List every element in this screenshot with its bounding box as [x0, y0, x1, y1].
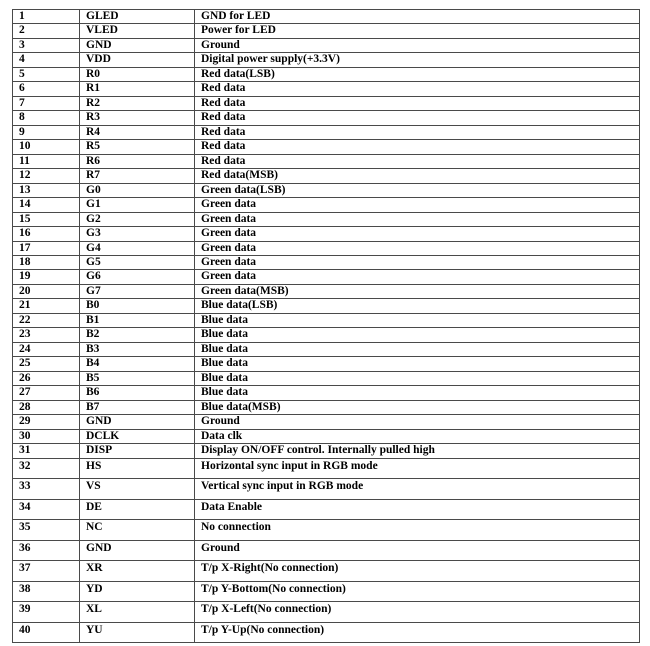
pin-symbol: G6 — [80, 270, 195, 284]
table-row — [13, 284, 640, 298]
pin-number: 23 — [13, 328, 80, 342]
pin-function: Display ON/OFF control. Internally pulled high — [195, 444, 640, 458]
pin-symbol: B2 — [80, 328, 195, 342]
pin-number: 28 — [13, 400, 80, 414]
pin-number: 35 — [13, 520, 80, 541]
pin-number: 19 — [13, 270, 80, 284]
pin-symbol: DISP — [80, 444, 195, 458]
pin-function: Ground — [195, 540, 640, 561]
pin-symbol: R3 — [80, 111, 195, 125]
pin-symbol: VDD — [80, 53, 195, 67]
pin-number: 15 — [13, 212, 80, 226]
table-row — [13, 342, 640, 356]
pin-number: 34 — [13, 499, 80, 520]
pin-function: Power for LED — [195, 24, 640, 38]
table-row — [13, 444, 640, 458]
pin-symbol: VS — [80, 479, 195, 500]
pin-function: Green data(LSB) — [195, 183, 640, 197]
pin-symbol: R5 — [80, 140, 195, 154]
table-row — [13, 53, 640, 67]
pin-function: Red data — [195, 140, 640, 154]
pin-function: Green data — [195, 212, 640, 226]
pin-function: Blue data — [195, 342, 640, 356]
table-row — [13, 520, 640, 541]
pin-number: 14 — [13, 198, 80, 212]
pin-function: Ground — [195, 38, 640, 52]
pin-symbol: GND — [80, 415, 195, 429]
pin-table-body — [13, 10, 640, 643]
pin-function: Data clk — [195, 429, 640, 443]
table-row — [13, 125, 640, 139]
pin-symbol: B4 — [80, 357, 195, 371]
table-row — [13, 241, 640, 255]
pin-function: Red data — [195, 125, 640, 139]
pin-number: 22 — [13, 313, 80, 327]
table-row — [13, 602, 640, 623]
pin-function: Green data — [195, 198, 640, 212]
pin-number: 7 — [13, 96, 80, 110]
pin-number: 9 — [13, 125, 80, 139]
pin-function: Green data — [195, 255, 640, 269]
table-row — [13, 386, 640, 400]
table-row — [13, 212, 640, 226]
pin-number: 31 — [13, 444, 80, 458]
pin-function: Red data — [195, 82, 640, 96]
table-row — [13, 67, 640, 81]
pin-function: T/p X-Right(No connection) — [195, 561, 640, 582]
pin-function: Green data(MSB) — [195, 284, 640, 298]
pin-function: Red data — [195, 111, 640, 125]
pin-function: No connection — [195, 520, 640, 541]
pin-symbol: R6 — [80, 154, 195, 168]
pin-symbol: XL — [80, 602, 195, 623]
table-row — [13, 111, 640, 125]
pin-symbol: B0 — [80, 299, 195, 313]
pin-function: Data Enable — [195, 499, 640, 520]
table-row — [13, 299, 640, 313]
pin-function: Green data — [195, 227, 640, 241]
pin-number: 30 — [13, 429, 80, 443]
pin-function: Blue data — [195, 386, 640, 400]
table-row — [13, 270, 640, 284]
pin-function: Blue data — [195, 328, 640, 342]
pin-function: Red data — [195, 154, 640, 168]
table-row — [13, 10, 640, 24]
pin-number: 38 — [13, 581, 80, 602]
pin-function: Green data — [195, 270, 640, 284]
table-row — [13, 96, 640, 110]
pin-symbol: B5 — [80, 371, 195, 385]
pin-number: 39 — [13, 602, 80, 623]
pin-number: 10 — [13, 140, 80, 154]
table-row — [13, 540, 640, 561]
table-row — [13, 458, 640, 479]
table-row — [13, 183, 640, 197]
table-row — [13, 154, 640, 168]
pin-function: Horizontal sync input in RGB mode — [195, 458, 640, 479]
pin-function: Green data — [195, 241, 640, 255]
pin-symbol: YU — [80, 622, 195, 643]
pin-number: 17 — [13, 241, 80, 255]
table-row — [13, 227, 640, 241]
pin-number: 33 — [13, 479, 80, 500]
table-row — [13, 561, 640, 582]
table-row — [13, 429, 640, 443]
pin-number: 12 — [13, 169, 80, 183]
pin-symbol: G0 — [80, 183, 195, 197]
table-row — [13, 357, 640, 371]
pin-symbol: VLED — [80, 24, 195, 38]
pin-function: Digital power supply(+3.3V) — [195, 53, 640, 67]
pin-number: 21 — [13, 299, 80, 313]
pin-number: 40 — [13, 622, 80, 643]
table-row — [13, 400, 640, 414]
pin-assignment-table — [12, 9, 640, 643]
pin-symbol: DE — [80, 499, 195, 520]
pin-symbol: NC — [80, 520, 195, 541]
table-row — [13, 328, 640, 342]
pin-function: Blue data(LSB) — [195, 299, 640, 313]
table-row — [13, 415, 640, 429]
pin-function: Blue data — [195, 357, 640, 371]
pin-symbol: R0 — [80, 67, 195, 81]
pin-number: 3 — [13, 38, 80, 52]
table-row — [13, 371, 640, 385]
pin-symbol: DCLK — [80, 429, 195, 443]
pin-symbol: G4 — [80, 241, 195, 255]
pin-function: Ground — [195, 415, 640, 429]
pin-number: 24 — [13, 342, 80, 356]
pin-number: 16 — [13, 227, 80, 241]
pin-function: Blue data — [195, 313, 640, 327]
pin-function: Vertical sync input in RGB mode — [195, 479, 640, 500]
pin-symbol: R4 — [80, 125, 195, 139]
pin-number: 2 — [13, 24, 80, 38]
table-row — [13, 198, 640, 212]
pin-number: 4 — [13, 53, 80, 67]
pin-symbol: R7 — [80, 169, 195, 183]
table-row — [13, 479, 640, 500]
table-row — [13, 140, 640, 154]
pin-symbol: G1 — [80, 198, 195, 212]
pin-function: Red data(MSB) — [195, 169, 640, 183]
pin-number: 5 — [13, 67, 80, 81]
table-row — [13, 622, 640, 643]
pin-number: 6 — [13, 82, 80, 96]
pin-number: 37 — [13, 561, 80, 582]
pin-number: 32 — [13, 458, 80, 479]
pin-number: 13 — [13, 183, 80, 197]
table-row — [13, 169, 640, 183]
pin-function: Red data — [195, 96, 640, 110]
table-row — [13, 24, 640, 38]
pin-number: 25 — [13, 357, 80, 371]
pin-symbol: GLED — [80, 10, 195, 24]
table-row — [13, 581, 640, 602]
pin-number: 26 — [13, 371, 80, 385]
pin-function: T/p Y-Up(No connection) — [195, 622, 640, 643]
table-row — [13, 255, 640, 269]
pin-symbol: G5 — [80, 255, 195, 269]
table-row — [13, 82, 640, 96]
pin-function: Red data(LSB) — [195, 67, 640, 81]
pin-number: 11 — [13, 154, 80, 168]
pin-number: 18 — [13, 255, 80, 269]
table-row — [13, 499, 640, 520]
pin-symbol: G3 — [80, 227, 195, 241]
pin-number: 20 — [13, 284, 80, 298]
table-row — [13, 313, 640, 327]
pin-number: 8 — [13, 111, 80, 125]
pin-symbol: R1 — [80, 82, 195, 96]
pin-number: 27 — [13, 386, 80, 400]
pin-symbol: B7 — [80, 400, 195, 414]
pin-number: 1 — [13, 10, 80, 24]
pin-symbol: HS — [80, 458, 195, 479]
pin-symbol: GND — [80, 38, 195, 52]
pin-symbol: B1 — [80, 313, 195, 327]
pin-symbol: GND — [80, 540, 195, 561]
pin-number: 29 — [13, 415, 80, 429]
pin-symbol: YD — [80, 581, 195, 602]
pin-symbol: G2 — [80, 212, 195, 226]
pin-function: Blue data — [195, 371, 640, 385]
table-row — [13, 38, 640, 52]
pin-function: Blue data(MSB) — [195, 400, 640, 414]
pin-symbol: R2 — [80, 96, 195, 110]
pin-number: 36 — [13, 540, 80, 561]
pin-symbol: G7 — [80, 284, 195, 298]
pin-symbol: B3 — [80, 342, 195, 356]
pin-symbol: B6 — [80, 386, 195, 400]
pin-function: T/p X-Left(No connection) — [195, 602, 640, 623]
pin-function: T/p Y-Bottom(No connection) — [195, 581, 640, 602]
pin-function: GND for LED — [195, 10, 640, 24]
pin-symbol: XR — [80, 561, 195, 582]
